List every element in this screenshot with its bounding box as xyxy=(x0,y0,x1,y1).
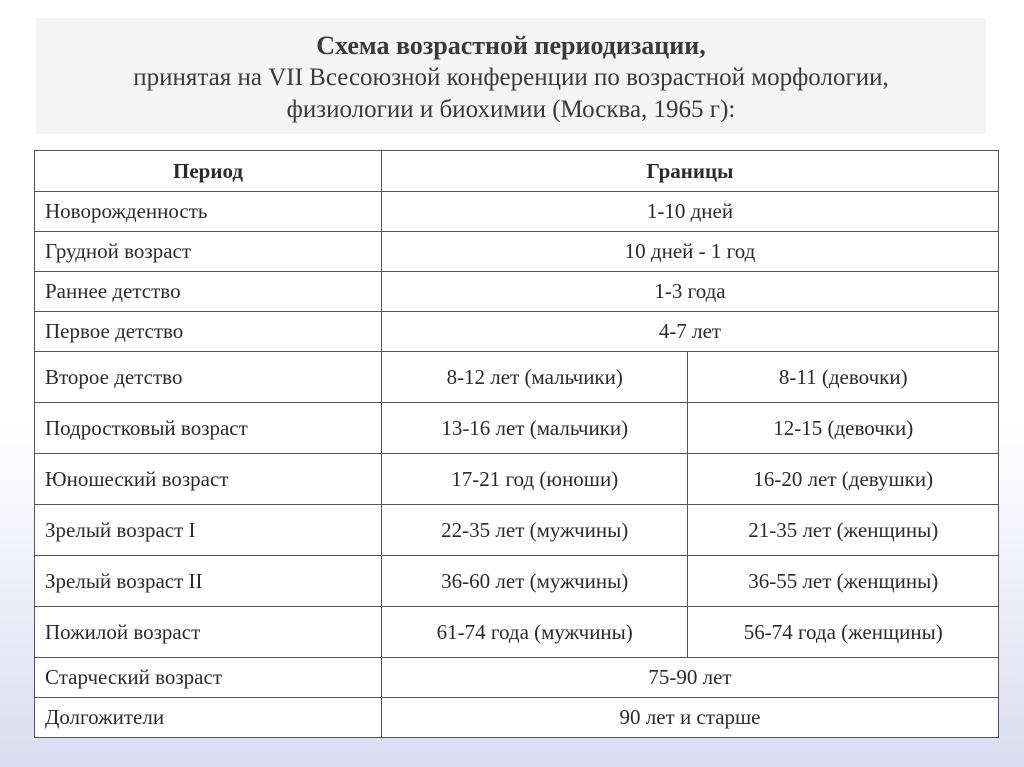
bounds-male-cell: 36-60 лет (мужчины) xyxy=(382,556,688,607)
table-row xyxy=(35,607,999,658)
period-cell: Первое детство xyxy=(35,312,382,352)
bounds-female-cell: 36-55 лет (женщины) xyxy=(688,556,999,607)
bounds-female-cell: 21-35 лет (женщины) xyxy=(688,505,999,556)
period-cell: Новорожденность xyxy=(35,192,382,232)
period-cell: Зрелый возраст II xyxy=(35,556,382,607)
bounds-male-cell: 61-74 года (мужчины) xyxy=(382,607,688,658)
bounds-male-cell: 13-16 лет (мальчики) xyxy=(382,403,688,454)
table-row xyxy=(35,698,999,738)
period-cell: Грудной возраст xyxy=(35,232,382,272)
bounds-female-cell: 16-20 лет (девушки) xyxy=(688,454,999,505)
bounds-female-cell: 12-15 (девочки) xyxy=(688,403,999,454)
table-row xyxy=(35,658,999,698)
table-row xyxy=(35,556,999,607)
bounds-cell: 75-90 лет xyxy=(382,658,999,698)
table-row xyxy=(35,403,999,454)
table-row xyxy=(35,232,999,272)
period-cell: Старческий возраст xyxy=(35,658,382,698)
periodization-table xyxy=(34,150,999,738)
bounds-cell: 10 дней - 1 год xyxy=(382,232,999,272)
bounds-cell: 4-7 лет xyxy=(382,312,999,352)
bounds-male-cell: 17-21 год (юноши) xyxy=(382,454,688,505)
page-title: Схема возрастной периодизации, xyxy=(316,31,706,60)
period-cell: Второе детство xyxy=(35,352,382,403)
table-row xyxy=(35,272,999,312)
table-row xyxy=(35,192,999,232)
table-row xyxy=(35,454,999,505)
period-cell: Зрелый возраст I xyxy=(35,505,382,556)
bounds-cell: 90 лет и старше xyxy=(382,698,999,738)
table-row xyxy=(35,505,999,556)
period-cell: Юношеский возраст xyxy=(35,454,382,505)
table-header-row xyxy=(35,151,999,192)
bounds-cell: 1-3 года xyxy=(382,272,999,312)
header-period: Период xyxy=(35,151,382,192)
table-row xyxy=(35,312,999,352)
title-block xyxy=(36,18,986,134)
period-cell: Подростковый возраст xyxy=(35,403,382,454)
period-cell: Долгожители xyxy=(35,698,382,738)
period-cell: Пожилой возраст xyxy=(35,607,382,658)
subtitle-line-1: принятая на VII Всесоюзной конференции по возрастной морфологии, xyxy=(133,64,889,91)
bounds-male-cell: 8-12 лет (мальчики) xyxy=(382,352,688,403)
bounds-female-cell: 56-74 года (женщины) xyxy=(688,607,999,658)
header-bounds: Границы xyxy=(382,151,999,192)
bounds-male-cell: 22-35 лет (мужчины) xyxy=(382,505,688,556)
bounds-cell: 1-10 дней xyxy=(382,192,999,232)
bounds-female-cell: 8-11 (девочки) xyxy=(688,352,999,403)
table-row xyxy=(35,352,999,403)
period-cell: Раннее детство xyxy=(35,272,382,312)
subtitle-line-2: физиологии и биохимии (Москва, 1965 г): xyxy=(286,96,736,123)
